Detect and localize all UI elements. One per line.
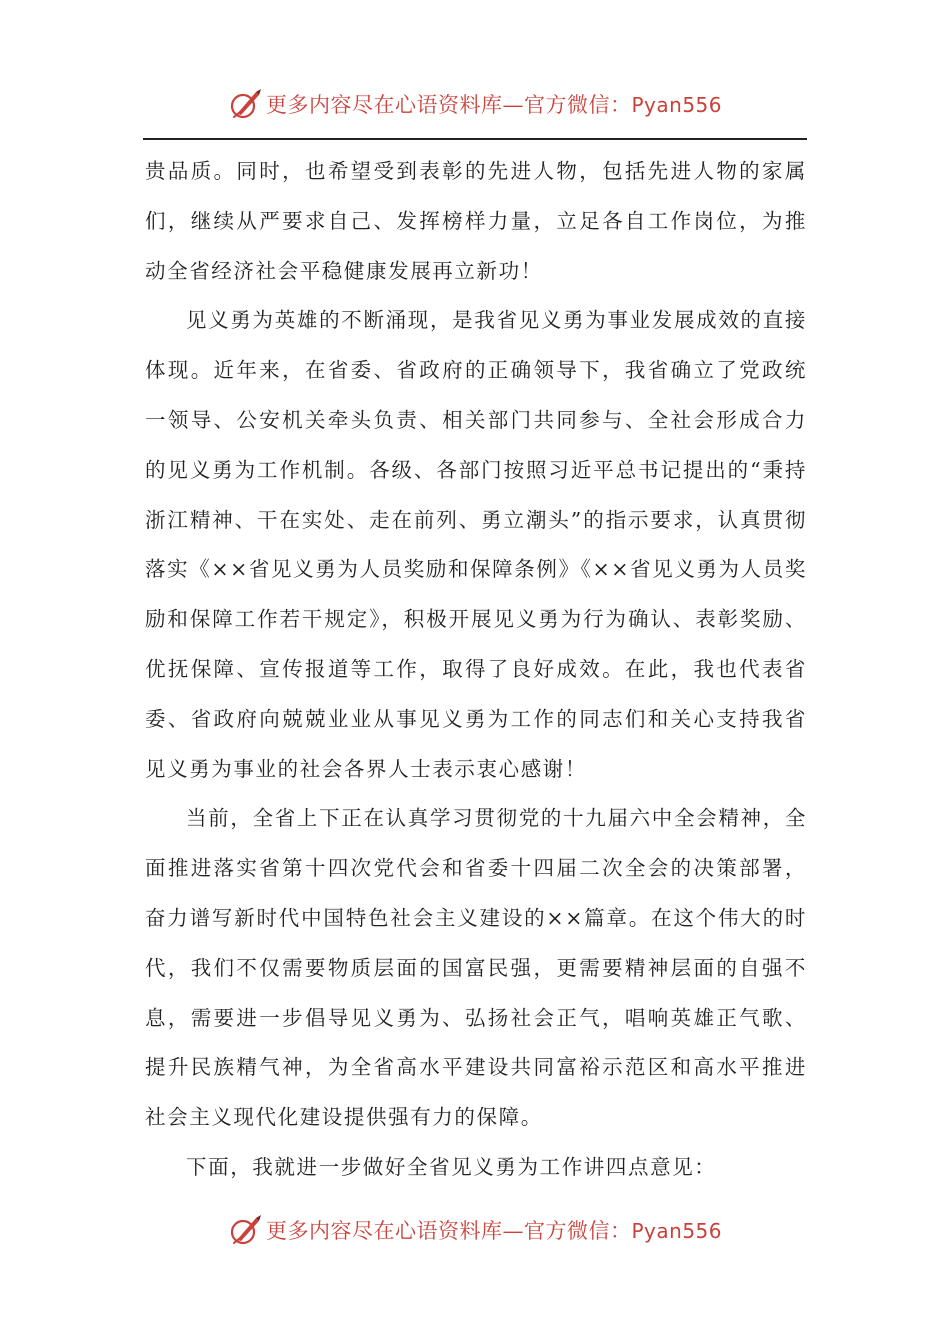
footer-banner bbox=[0, 1210, 950, 1250]
header-banner bbox=[0, 84, 950, 124]
paragraph-1: 贵品质。同时，也希望受到表彰的先进人物，包括先进人物的家属们，继续从严要求自己、发挥榜样力量，立足各自工作岗位，为推动全省经济社会平稳健康发展再立新功！ bbox=[145, 159, 807, 283]
quill-logo-icon bbox=[228, 87, 262, 121]
quill-logo-icon bbox=[228, 1213, 262, 1247]
footer-wechat-id: Pyan556 bbox=[631, 1219, 722, 1243]
header-wechat-id: Pyan556 bbox=[631, 93, 722, 117]
header-banner-text: 更多内容尽在心语资料库—官方微信：Pyan556 bbox=[265, 93, 722, 117]
paragraph-3: 当前，全省上下正在认真学习贯彻党的十九届六中全会精神，全面推进落实省第十四次党代会和省委十四届二次全会的决策部署，奋力谱写新时代中国特色社会主义建设的××篇章。在这个伟大的时代，我们不仅需要物质层面的国富民强，更需要精神层面的自强不息，需要进一步倡导见义勇为、弘扬社会正气，唱响英雄正气歌、提升民族精气神，为全省高水平建设共同富裕示范区和高水平推进社会主义现代化建设提供强有力的保障。 bbox=[145, 806, 807, 1130]
header-divider bbox=[143, 138, 807, 140]
paragraph-4: 下面，我就进一步做好全省见义勇为工作讲四点意见： bbox=[186, 1154, 717, 1179]
document-body bbox=[145, 147, 807, 1193]
paragraph-2: 见义勇为英雄的不断涌现，是我省见义勇为事业发展成效的直接体现。近年来，在省委、省政府的正确领导下，我省确立了党政统一领导、公安机关牵头负责、相关部门共同参与、全社会形成合力的见义勇为工作机制。各级、各部门按照习近平总书记提出的“秉持浙江精神、干在实处、走在前列、勇立潮头”的指示要求，认真贯彻落实《××省见义勇为人员奖励和保障条例》《××省见义勇为人员奖励和保障工作若干规定》，积极开展见义勇为行为确认、表彰奖励、优抚保障、宣传报道等工作，取得了良好成效。在此，我也代表省委、省政府向兢兢业业从事见义勇为工作的同志们和关心支持我省见义勇为事业的社会各界人士表示衷心感谢！ bbox=[145, 308, 807, 781]
footer-banner-text: 更多内容尽在心语资料库—官方微信：Pyan556 bbox=[265, 1219, 722, 1243]
